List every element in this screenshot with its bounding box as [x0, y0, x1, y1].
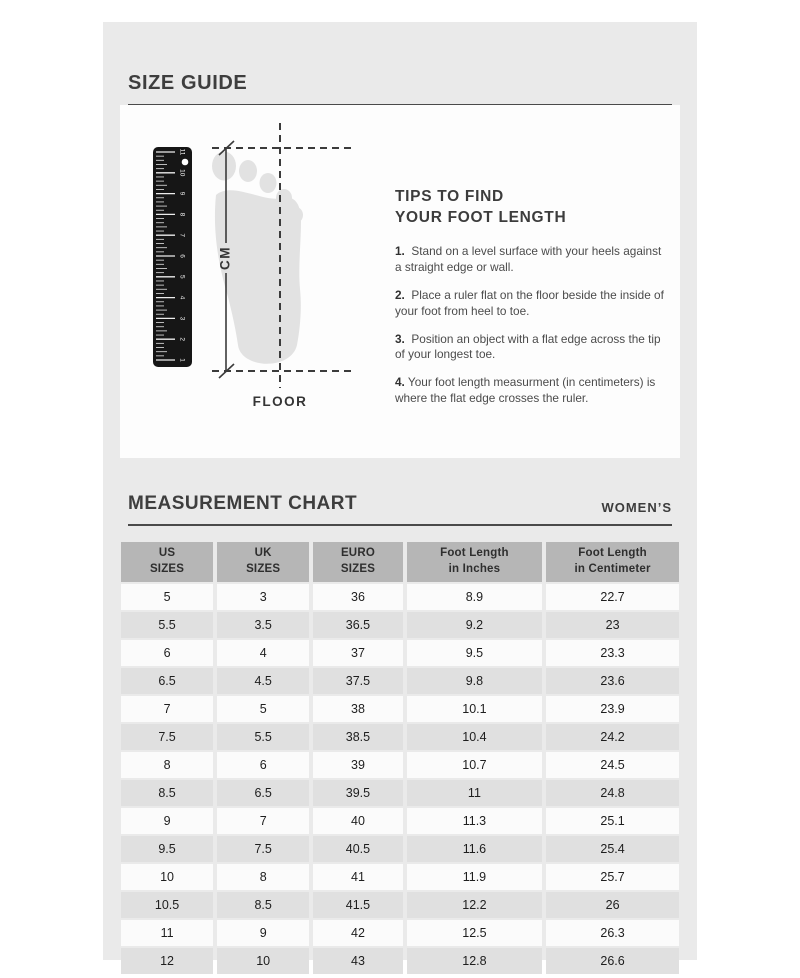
svg-text:5: 5	[178, 274, 186, 279]
svg-text:4: 4	[178, 295, 186, 300]
measurement-chart-header	[128, 493, 672, 526]
table-cell: 40.5	[313, 836, 402, 862]
table-cell: 37	[313, 640, 402, 666]
table-cell: 9	[217, 920, 309, 946]
table-cell: 7.5	[121, 724, 213, 750]
table-cell: 10	[217, 948, 309, 974]
table-cell: 41	[313, 864, 402, 890]
tip-item-4	[395, 375, 669, 407]
table-cell: 8.5	[121, 780, 213, 806]
table-cell: 6	[121, 640, 213, 666]
table-cell: 5	[217, 696, 309, 722]
table-cell: 39.5	[313, 780, 402, 806]
table-row	[121, 892, 679, 918]
tip-text: Your foot length measurment (in centimeters) is where the flat edge crosses the ruler.	[395, 375, 656, 406]
foot-sole-shape	[215, 190, 301, 363]
table-row	[121, 752, 679, 778]
table-cell: 12	[121, 948, 213, 974]
header-line: UK	[254, 547, 272, 560]
table-cell: 11	[121, 920, 213, 946]
tip-text: Place a ruler flat on the floor beside the inside of your foot from heel to toe.	[395, 287, 664, 318]
table-cell: 7.5	[217, 836, 309, 862]
header-line: in Centimeter	[574, 563, 651, 575]
table-cell: 5.5	[217, 724, 309, 750]
measurement-chart-title-row	[128, 493, 672, 515]
size-guide-panel	[103, 22, 697, 968]
header-line: in Inches	[448, 563, 501, 575]
table-cell: 6.5	[121, 668, 213, 694]
size-guide-header	[128, 72, 672, 106]
table-cell: 8	[217, 864, 309, 890]
table-row	[121, 864, 679, 890]
size-table	[117, 540, 683, 976]
table-cell: 26.3	[546, 920, 679, 946]
header-line: SIZES	[149, 563, 185, 575]
table-cell: 3.5	[217, 612, 309, 638]
tip-number: 1.	[395, 243, 405, 258]
tips-block	[395, 187, 669, 419]
table-cell: 4	[217, 640, 309, 666]
table-cell: 7	[121, 696, 213, 722]
toe-shape	[289, 207, 303, 223]
tip-item-2	[395, 288, 669, 320]
header-line: SIZES	[246, 563, 281, 575]
table-cell: 25.4	[546, 836, 679, 862]
tips-heading	[395, 187, 669, 229]
tips-heading-line1: TIPS TO FIND	[395, 188, 504, 205]
page-title: SIZE GUIDE	[128, 72, 248, 94]
table-cell: 3	[217, 584, 309, 610]
table-cell: 36	[313, 584, 402, 610]
header-line: SIZES	[340, 563, 376, 575]
table-row	[121, 724, 679, 750]
table-cell: 23.6	[546, 668, 679, 694]
chart-divider	[128, 524, 672, 526]
table-cell: 11	[407, 780, 543, 806]
big-toe-shape	[212, 152, 236, 181]
table-cell: 8.5	[217, 892, 309, 918]
size-table-body	[121, 584, 679, 974]
tip-number: 4.	[395, 375, 405, 390]
table-cell: 5	[121, 584, 213, 610]
table-row	[121, 920, 679, 946]
table-cell: 24.5	[546, 752, 679, 778]
measurement-chart-title: MEASUREMENT CHART	[128, 493, 358, 514]
column-header-inches	[407, 542, 543, 582]
table-row	[121, 668, 679, 694]
table-row	[121, 696, 679, 722]
tips-heading-line2: YOUR FOOT LENGTH	[395, 208, 567, 226]
tip-text: Position an object with a flat edge across the tip of your longest toe.	[395, 331, 661, 362]
table-cell: 26	[546, 892, 679, 918]
table-cell: 25.1	[546, 808, 679, 834]
header-line: EURO	[340, 547, 375, 560]
table-cell: 12.2	[407, 892, 543, 918]
floor-label: FLOOR	[252, 394, 308, 409]
svg-text:8: 8	[178, 212, 186, 217]
table-cell: 9	[121, 808, 213, 834]
table-cell: 38	[313, 696, 402, 722]
tip-item-3	[395, 332, 669, 364]
toe-shape	[239, 160, 257, 182]
table-cell: 25.7	[546, 864, 679, 890]
table-row	[121, 612, 679, 638]
svg-text:3: 3	[178, 316, 186, 321]
table-row	[121, 836, 679, 862]
size-table-container	[117, 540, 683, 976]
table-cell: 24.2	[546, 724, 679, 750]
table-cell: 12.5	[407, 920, 543, 946]
table-cell: 11.6	[407, 836, 543, 862]
table-cell: 11.9	[407, 864, 543, 890]
foot-measure-card	[120, 105, 680, 458]
table-cell: 4.5	[217, 668, 309, 694]
table-row	[121, 808, 679, 834]
tip-item-1	[395, 244, 669, 276]
column-header-centimeter	[546, 542, 679, 582]
svg-text:10: 10	[178, 169, 186, 177]
toe-shape	[260, 173, 277, 193]
table-cell: 11.3	[407, 808, 543, 834]
table-cell: 43	[313, 948, 402, 974]
column-header-us	[121, 542, 213, 582]
table-cell: 42	[313, 920, 402, 946]
table-cell: 9.5	[407, 640, 543, 666]
table-cell: 40	[313, 808, 402, 834]
table-cell: 5.5	[121, 612, 213, 638]
table-cell: 38.5	[313, 724, 402, 750]
cm-label: CM	[217, 246, 233, 270]
svg-text:9: 9	[178, 191, 186, 196]
table-cell: 39	[313, 752, 402, 778]
svg-text:11: 11	[178, 148, 186, 156]
table-cell: 6.5	[217, 780, 309, 806]
table-row	[121, 780, 679, 806]
table-cell: 24.8	[546, 780, 679, 806]
tip-number: 2.	[395, 287, 405, 302]
column-header-uk	[217, 542, 309, 582]
ruler-hole	[182, 159, 189, 166]
header-line: Foot Length	[440, 547, 509, 560]
table-cell: 10.1	[407, 696, 543, 722]
table-row	[121, 640, 679, 666]
tip-text: Stand on a level surface with your heels against a straight edge or wall.	[395, 243, 662, 274]
table-cell: 9.5	[121, 836, 213, 862]
ruler	[153, 147, 192, 367]
table-cell: 12.8	[407, 948, 543, 974]
size-table-head	[121, 542, 679, 582]
svg-text:6: 6	[178, 254, 186, 258]
table-row	[121, 584, 679, 610]
table-cell: 41.5	[313, 892, 402, 918]
svg-text:2: 2	[178, 337, 186, 342]
column-header-euro	[313, 542, 402, 582]
category-label: WOMEN’S	[601, 500, 672, 515]
svg-text:7: 7	[178, 233, 186, 238]
tip-number: 3.	[395, 331, 405, 346]
table-cell: 10.5	[121, 892, 213, 918]
svg-text:1: 1	[178, 358, 186, 362]
table-cell: 8.9	[407, 584, 543, 610]
table-cell: 37.5	[313, 668, 402, 694]
table-cell: 23.9	[546, 696, 679, 722]
table-cell: 9.2	[407, 612, 543, 638]
table-cell: 9.8	[407, 668, 543, 694]
table-cell: 22.7	[546, 584, 679, 610]
header-line: Foot Length	[578, 547, 647, 560]
toe-shape	[276, 189, 292, 207]
table-cell: 36.5	[313, 612, 402, 638]
table-cell: 26.6	[546, 948, 679, 974]
table-cell: 10	[121, 864, 213, 890]
table-cell: 7	[217, 808, 309, 834]
table-cell: 6	[217, 752, 309, 778]
table-cell: 23	[546, 612, 679, 638]
header-row	[121, 542, 679, 582]
header-line: US	[158, 547, 176, 560]
table-row	[121, 948, 679, 974]
table-cell: 10.4	[407, 724, 543, 750]
table-cell: 23.3	[546, 640, 679, 666]
table-cell: 8	[121, 752, 213, 778]
table-cell: 10.7	[407, 752, 543, 778]
